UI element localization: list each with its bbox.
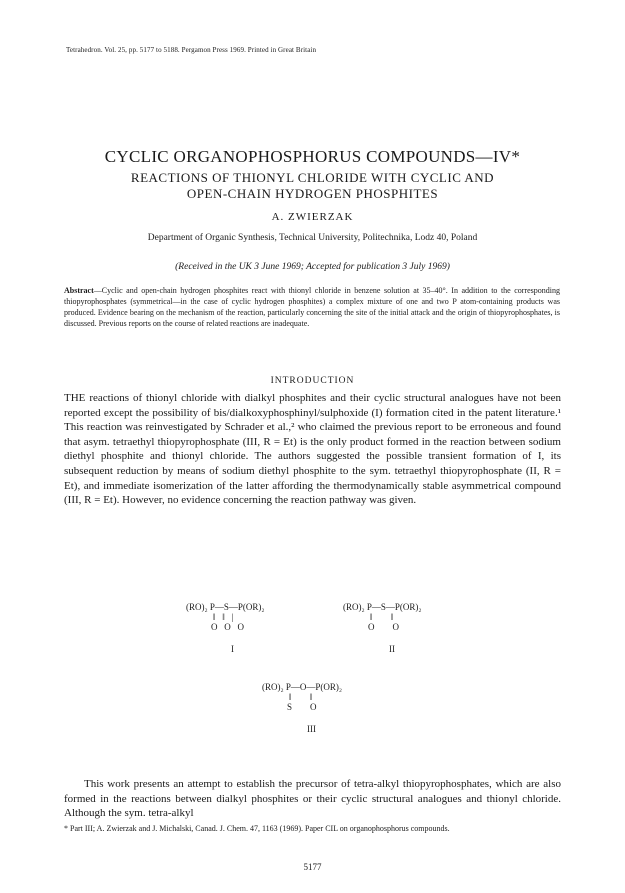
structure-III-formula: (RO)₂ P—O—P(OR)₂ [262, 682, 343, 692]
structure-II-bonds: ‖ ‖ [370, 612, 394, 622]
section-heading-introduction: INTRODUCTION [270, 376, 355, 386]
received-dates: (Received in the UK 3 June 1969; Accepted for publication 3 July 1969) [175, 262, 450, 272]
structure-III [262, 682, 342, 734]
structure-I [186, 602, 265, 654]
structure-III-bonds: ‖ ‖ [289, 692, 313, 702]
paper-subtitle-line-2: OPEN-CHAIN HYDROGEN PHOSPHITES [186, 186, 439, 201]
structure-II [343, 602, 422, 654]
page-number: 5177 [303, 862, 322, 872]
footnote: * Part III; A. Zwierzak and J. Michalski, Canad. J. Chem. 47, 1163 (1969). Paper CIL on organophosphorus compounds. [64, 824, 450, 833]
author-affiliation: Department of Organic Synthesis, Technical University, Politechnika, Lodz 40, Poland [147, 233, 478, 243]
structure-II-label: II [389, 644, 395, 654]
structure-I-atoms: O O O [211, 622, 244, 632]
structure-I-label: I [231, 644, 234, 654]
structure-III-atoms: S O [287, 702, 317, 712]
abstract [64, 285, 560, 329]
paper-title: CYCLIC ORGANOPHOSPHORUS COMPOUNDS—IV* [104, 147, 521, 166]
structure-II-formula: (RO)₂ P—S—P(OR)₂ [343, 602, 422, 612]
abstract-label: Abstract [64, 286, 94, 295]
second-paragraph: This work presents an attempt to establish the precursor of tetra-alkyl thiopyrophosphates, which are also formed in the reactions between dialkyl phosphites or their cyclic structural analogues and thionyl chloride. Although the sym. tetra-alkyl [64, 778, 561, 820]
structure-III-label: III [307, 724, 316, 734]
structure-I-formula: (RO)₂ P—S—P(OR)₂ [186, 602, 265, 612]
abstract-text: —Cyclic and open-chain hydrogen phosphites react with thionyl chloride in benzene solution at 35–40°. In addition to the corresponding thiopyrophosphates (symmetrical—in the case of cyclic hydrogen phosphites) a complex mixture of one and two P atom-containing products was produced. Evidence bearing on the mechanism of the reaction, particularly concerning the site of the initial attack and the origin of thiopyrophosphates, is discussed. Previous reports on the course of related reactions are inadequate. [64, 286, 560, 328]
author-name: A. ZWIERZAK [271, 211, 354, 223]
intro-paragraph: THE reactions of thionyl chloride with dialkyl phosphites and their cyclic structural analogues have not been reported except the possibility of bis/dialkoxyphosphinyl/sulphoxide (I) formation cited in the patent literature.¹ This reaction was reinvestigated by Schrader et al.,² who claimed the previous report to be erroneous and found that asym. tetraethyl thiopyrophosphate (III, R = Et) is the only product formed in the reaction between sodium diethyl phosphite and thionyl chloride. The authors suggested the possible transient formation of I, its subsequent reduction by means of sodium diethyl phosphite to the sym. tetraethyl thiopyrophosphate (II, R = Et), and immediate isomerization of the latter affording the thermodynamically stable asymmetrical compound (III, R = Et). However, no evidence concerning the reaction pathway was given. [64, 392, 561, 507]
running-head: Tetrahedron. Vol. 25, pp. 5177 to 5188. Pergamon Press 1969. Printed in Great Britain [66, 46, 317, 54]
structure-II-atoms: O O [368, 622, 399, 632]
paper-subtitle-line-1: REACTIONS OF THIONYL CHLORIDE WITH CYCLIC AND [130, 170, 495, 185]
structure-I-bonds: ‖ ‖ | [213, 612, 234, 622]
